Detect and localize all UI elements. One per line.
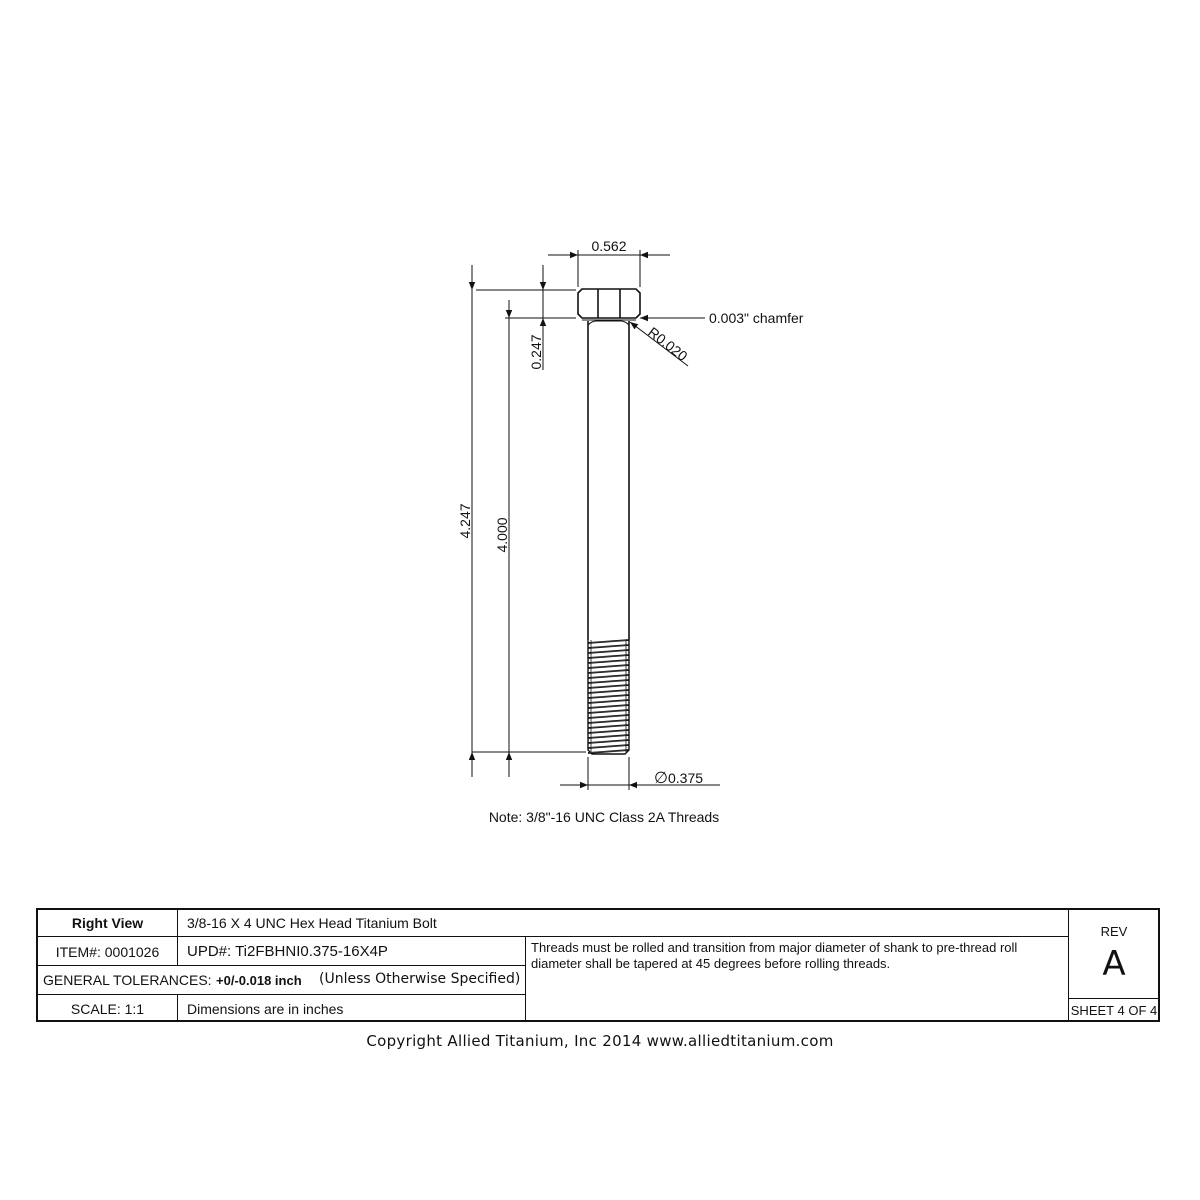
tolerances-value: +0/-0.018 inch [216, 973, 302, 988]
units-note: Dimensions are in inches [187, 1001, 344, 1017]
tolerances-note: (Unless Otherwise Specified) [319, 971, 521, 987]
copyright-footer: Copyright Allied Titanium, Inc 2014 www.alliedtitanium.com [366, 1032, 834, 1050]
item-label: ITEM#: 0001026 [55, 944, 160, 960]
dim-shank-length: 4.000 [494, 517, 510, 553]
title-block [36, 908, 1160, 1022]
dim-total-length: 4.247 [457, 503, 473, 539]
scale-label: SCALE: 1:1 [70, 1001, 145, 1017]
shank [588, 321, 629, 640]
upd-number: UPD#: Ti2FBHNI0.375-16X4P [187, 943, 388, 960]
rev-label: REV [1100, 924, 1128, 939]
radius-label: R0.020 [645, 323, 691, 365]
threaded-section [588, 640, 629, 754]
part-title: 3/8-16 X 4 UNC Hex Head Titanium Bolt [187, 915, 437, 931]
threads-note: Threads must be rolled and transition from major diameter of shank to pre-thread roll diameter shall be tapered at 45 degrees before rolling threads. [531, 940, 1018, 971]
chamfer-label: 0.003" chamfer [709, 310, 804, 326]
item-number [38, 944, 177, 960]
dim-diameter: 0.375 [668, 770, 704, 786]
rev-value: A [1102, 944, 1126, 984]
dim-head-height: 0.247 [528, 334, 544, 370]
sheet-label: SHEET 4 OF 4 [1070, 1003, 1158, 1018]
view-label: Right View [71, 915, 144, 931]
dim-head-width: 0.562 [591, 238, 627, 254]
diameter-symbol: ∅ [654, 770, 668, 787]
tolerances-label: GENERAL TOLERANCES: [43, 972, 212, 988]
thread-note: Note: 3/8"-16 UNC Class 2A Threads [488, 809, 720, 825]
hex-head [578, 289, 640, 320]
